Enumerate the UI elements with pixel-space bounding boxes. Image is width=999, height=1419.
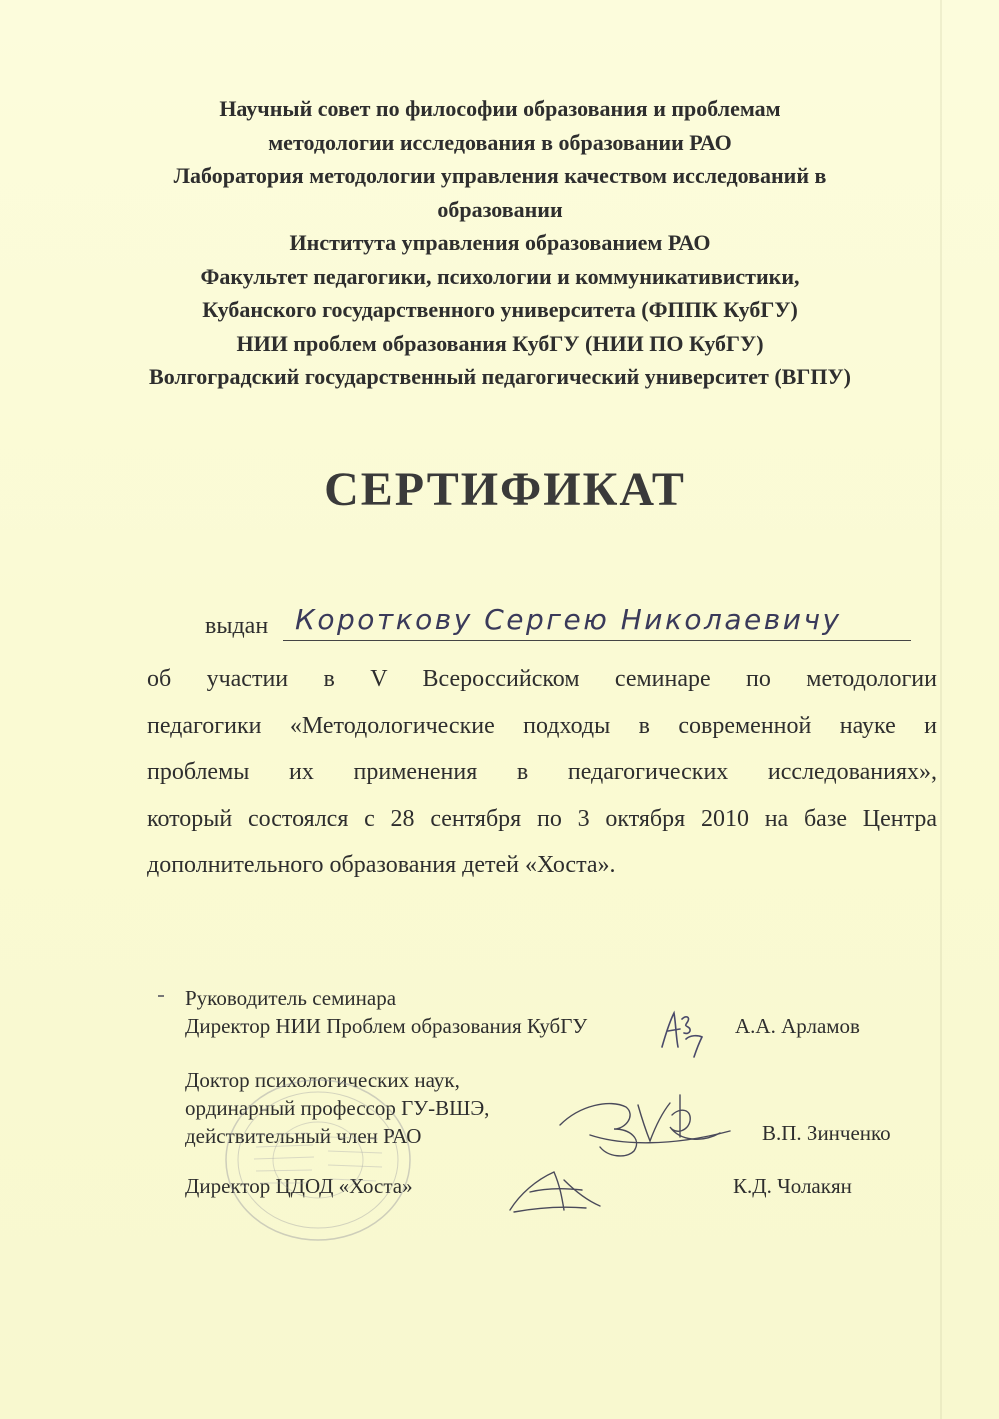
role-line: действительный член РАО [185, 1124, 422, 1148]
body-line: дополнительного образования детей «Хоста». [147, 852, 616, 878]
signatory-name-zinchenko: В.П. Зинченко [762, 1121, 891, 1145]
signature-cholakyan [490, 1150, 620, 1220]
body-line: который состоялся с 28 сентября по 3 октября 2010 на базе Центра [147, 805, 937, 832]
signatory-name-arlamov: А.А. Арламов [735, 1014, 860, 1038]
issued-underline [283, 640, 911, 641]
official-stamp [218, 1075, 418, 1245]
body-line: педагогики «Методологические подходы в современной науке и [147, 712, 937, 739]
header-line: Научный совет по философии образования и проблемам [219, 96, 781, 121]
header-line: методологии исследования в образовании РАО [268, 129, 732, 155]
role-line: ординарный профессор ГУ-ВШЭ, [185, 1096, 490, 1120]
header-line: Факультет педагогики, психологии и коммуникативистики, [200, 263, 800, 289]
role-line: Директор НИИ Проблем образования КубГУ [185, 1014, 588, 1038]
header-line: Института управления образованием РАО [289, 230, 711, 255]
organizers-header [80, 92, 920, 394]
signature-arlamov [650, 995, 730, 1065]
header-line: Кубанского государственного университета (ФППК КубГУ) [202, 297, 798, 322]
header-line: Лаборатория методологии управления качеством исследований в [173, 163, 827, 188]
certificate-title: СЕРТИФИКАТ [324, 463, 686, 516]
header-line: Волгоградский государственный педагогический университет (ВГПУ) [149, 364, 851, 389]
signatory-role-arlamov [185, 984, 587, 1040]
recipient-name: Короткову Сергею Николаевичу [295, 603, 842, 636]
issued-label: выдан [205, 613, 269, 639]
role-line: Доктор психологических наук, [185, 1068, 460, 1092]
role-line: Директор ЦДОД «Хоста» [185, 1174, 413, 1198]
paper-fold [940, 0, 942, 1419]
issued-to-row [205, 605, 915, 645]
header-line: НИИ проблем образования КубГУ (НИИ ПО КубГУ) [236, 330, 764, 356]
body-line: об участии в V Всероссийском семинаре по методологии [147, 666, 937, 692]
role-line: Руководитель семинара [185, 986, 397, 1010]
signatory-name-cholakyan: К.Д. Чолакян [733, 1174, 852, 1198]
margin-mark [158, 995, 164, 997]
certificate-body [147, 656, 937, 889]
header-line: образовании [437, 196, 563, 222]
body-line: проблемы их применения в педагогических исследованиях», [147, 759, 937, 785]
